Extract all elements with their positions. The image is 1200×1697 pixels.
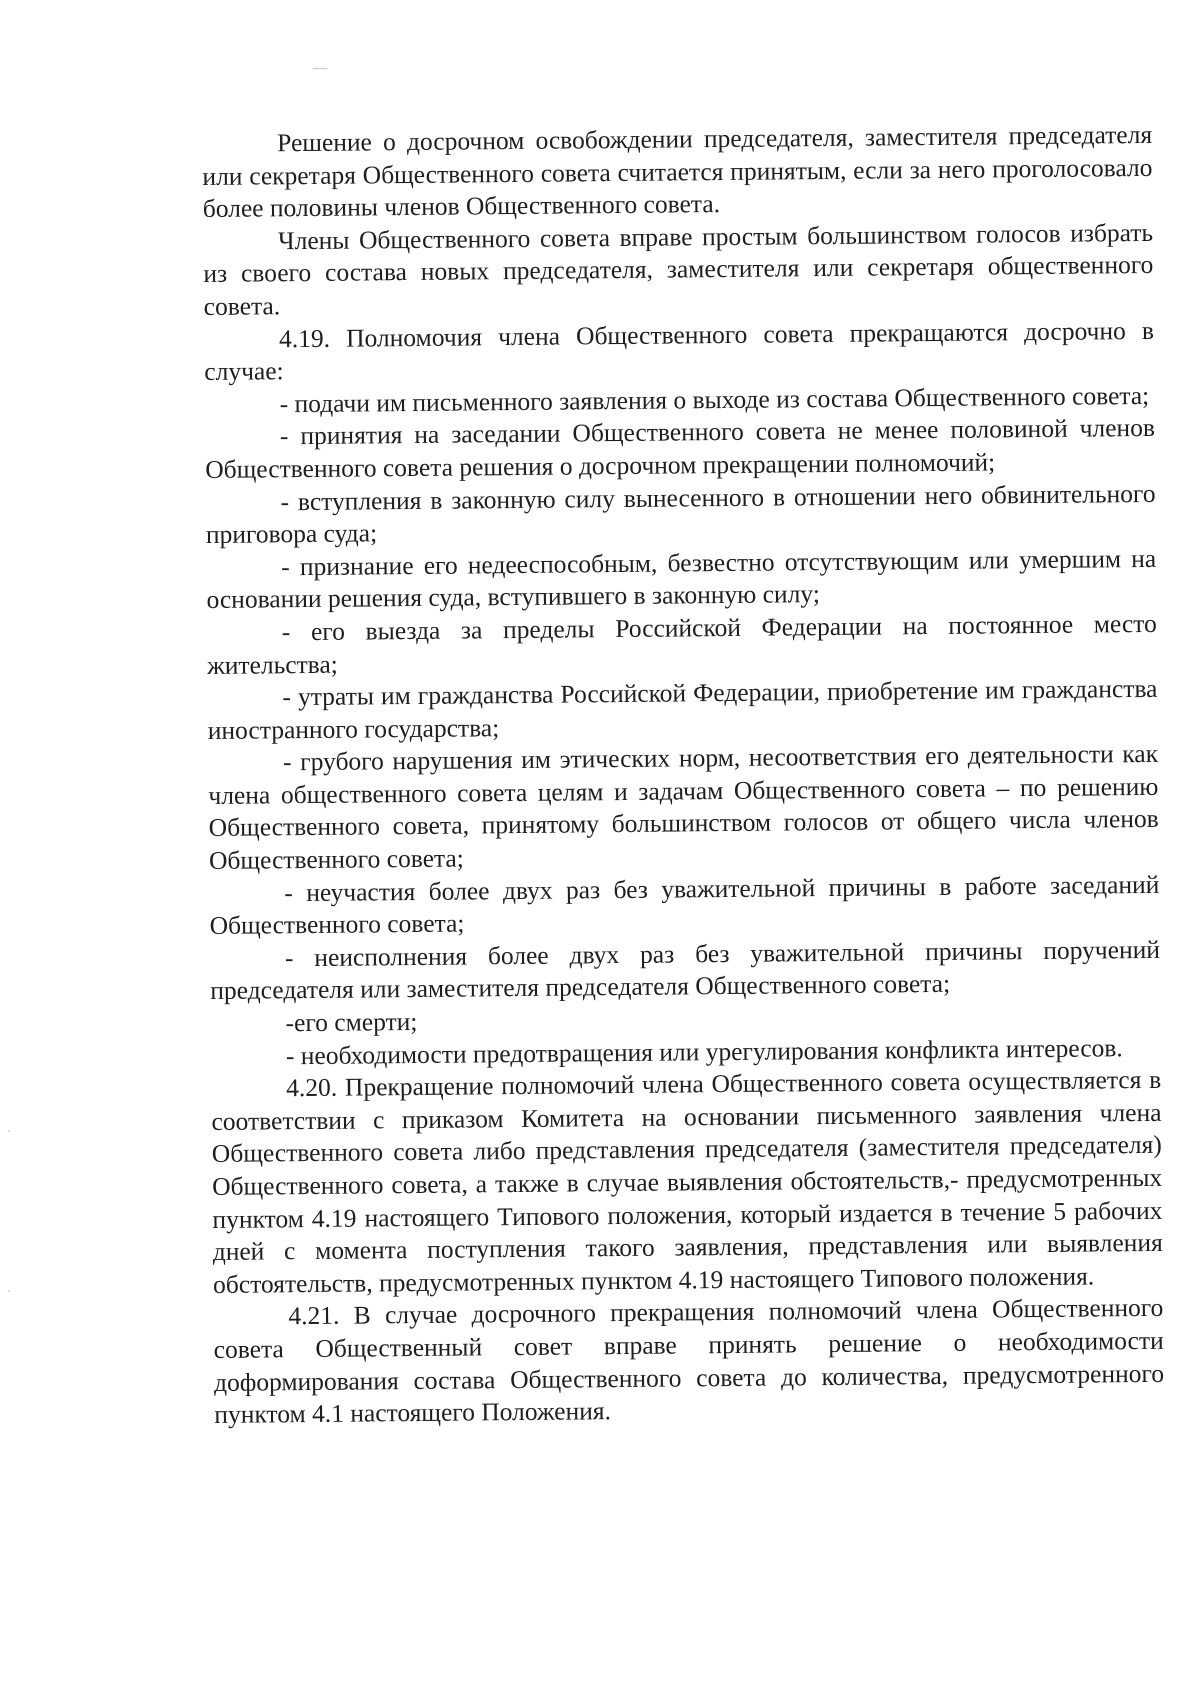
scan-artifact: [313, 68, 327, 69]
scan-artifact: [8, 1130, 10, 1132]
list-item-resignation: - подачи им письменного заявления о выходе из состава Общественного совета;: [279, 380, 1150, 419]
paragraph-4-20: 4.20. Прекращение полномочий члена Общественного совета осуществляется в соответствии с приказом Комитета на основании письменного заявления члена Общественного совета либо представления председателя (заместителя председателя) Общественного совета, а также в случае выявления обстоятельств,- предусмотренных пунктом 4.19 настоящего Типового положения, который издается в течение 5 рабочих дней с момента поступления такого заявления, представления или выявления обстоятельств, предусмотренных пунктом 4.19 настоящего Типового положения.: [211, 1065, 1163, 1299]
paragraph-dismissal-decision: Решение о досрочном освобождении председателя, заместителя председателя или секретаря Общественного совета считается принятым, если за него проголосовало более половины членов Общественного совета.: [202, 119, 1153, 224]
list-item-conflict-of-interest: - необходимости предотвращения или урегулирования конфликта интересов.: [285, 1032, 1123, 1070]
list-item-incapacity: - признание его недееспособным, безвестно отсутствующим или умершим на основании решения суда, вступившего в законную силу;: [206, 543, 1157, 615]
paragraph-new-election: Члены Общественного совета вправе простым большинством голосов избрать из своего состава новых председателя, заместителя или секретаря общественного совета.: [203, 217, 1154, 321]
document-body: [202, 119, 1164, 1432]
paragraph-4-19: 4.19. Полномочия члена Общественного совета прекращаются досрочно в случае:: [204, 315, 1155, 387]
list-item-emigration: - его выезда за пределы Российской Федерации на постоянное место жительства;: [207, 608, 1157, 680]
list-item-council-decision: - принятия на заседании Общественного совета не менее половиной членов Общественного совета решения о досрочном прекращении полномочий;: [205, 413, 1156, 484]
list-item-death: -его смерти;: [285, 1007, 418, 1038]
list-item-ethics-violation: - грубого нарушения им этических норм, несоответствия его деятельности как члена общественного совета целям и задачам Общественного совета – по решению Общественного совета, принятому большинством голосов от общего числа членов Общественного совета;: [208, 739, 1159, 876]
list-item-conviction: - вступления в законную силу вынесенного в отношении него обвинительного приговора суда;: [205, 478, 1156, 550]
list-item-absence: - неучастия более двух раз без уважительной причины в работе заседаний Общественного совета;: [209, 869, 1160, 941]
list-item-non-fulfillment: - неисполнения более двух раз без уважительной причины поручений председателя или заместителя председателя Общественного совета;: [210, 934, 1161, 1006]
scan-artifact: [8, 1290, 10, 1292]
list-item-citizenship: - утраты им гражданства Российской Федерации, приобретение им гражданства иностранного государства;: [207, 673, 1158, 745]
paragraph-4-21: 4.21. В случае досрочного прекращения полномочий члена Общественного совета Общественный совет вправе принять решение о необходимости доформирования состава Общественного совета до количества, предусмотренного пунктом 4.1 настоящего Положения.: [213, 1293, 1165, 1430]
